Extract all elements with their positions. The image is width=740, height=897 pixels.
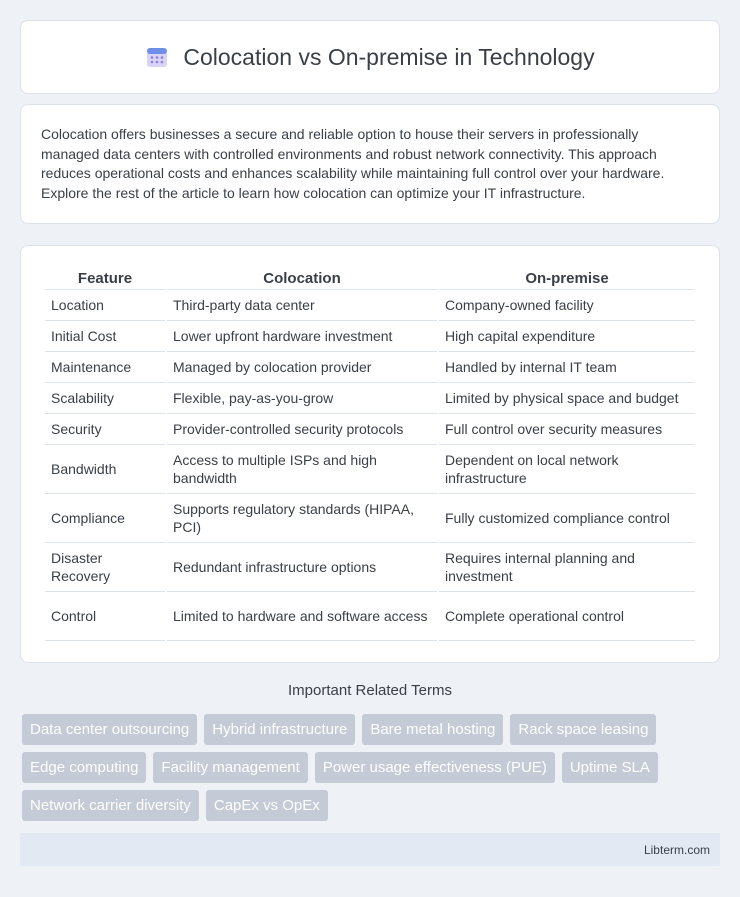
related-term-tag[interactable]: Facility management: [153, 752, 307, 783]
related-terms-title: Important Related Terms: [288, 682, 452, 699]
feature-cell: Initial Cost: [45, 321, 165, 352]
footer-site-link[interactable]: Libterm.com: [643, 842, 710, 857]
on-premise-cell: Fully customized compliance control: [439, 494, 695, 543]
on-premise-cell: Complete operational control: [439, 592, 695, 641]
related-term-tag[interactable]: Uptime SLA: [562, 752, 658, 783]
table-row: [45, 290, 695, 321]
colocation-cell: Lower upfront hardware investment: [167, 321, 437, 352]
related-term-tag[interactable]: Bare metal hosting: [362, 714, 503, 745]
on-premise-cell: Limited by physical space and budget: [439, 383, 695, 414]
feature-cell: Location: [45, 290, 165, 321]
related-term-tag[interactable]: CapEx vs OpEx: [206, 790, 328, 821]
header-card: [20, 20, 720, 94]
colocation-cell: Supports regulatory standards (HIPAA, PCI): [167, 494, 437, 543]
related-term-tag[interactable]: Hybrid infrastructure: [204, 714, 355, 745]
related-term-tag[interactable]: Data center outsourcing: [22, 714, 197, 745]
on-premise-cell: Handled by internal IT team: [439, 352, 695, 383]
on-premise-cell: Dependent on local network infrastructure: [439, 445, 695, 494]
table-row: [45, 414, 695, 445]
related-term-tag[interactable]: Rack space leasing: [510, 714, 656, 745]
calendar-icon: [145, 45, 169, 69]
on-premise-cell: Company-owned facility: [439, 290, 695, 321]
related-terms-list: [22, 714, 722, 821]
table-row: [45, 321, 695, 352]
intro-text: Colocation offers businesses a secure and reliable option to house their servers in professionally managed data centers with controlled environments and robust network connectivity. This approach reduces operational costs and enhances scalability while maintaining full control over your hardware. Explore the rest of the article to learn how colocation can optimize your IT infrastructure.: [41, 126, 665, 201]
feature-cell: Disaster Recovery: [45, 543, 165, 592]
table-row: [45, 592, 695, 641]
colocation-cell: Managed by colocation provider: [167, 352, 437, 383]
colocation-cell: Limited to hardware and software access: [167, 592, 437, 641]
on-premise-cell: Requires internal planning and investment: [439, 543, 695, 592]
table-row: [45, 445, 695, 494]
on-premise-cell: High capital expenditure: [439, 321, 695, 352]
table-row: [45, 383, 695, 414]
colocation-cell: Flexible, pay-as-you-grow: [167, 383, 437, 414]
related-term-tag[interactable]: Edge computing: [22, 752, 146, 783]
intro-card: [20, 104, 720, 224]
colocation-cell: Redundant infrastructure options: [167, 543, 437, 592]
related-term-tag[interactable]: Network carrier diversity: [22, 790, 199, 821]
related-term-tag[interactable]: Power usage effectiveness (PUE): [315, 752, 555, 783]
table-row: [45, 352, 695, 383]
header-colocation: Colocation: [167, 266, 437, 290]
colocation-cell: Provider-controlled security protocols: [167, 414, 437, 445]
header-on-premise: On-premise: [439, 266, 695, 290]
feature-cell: Scalability: [45, 383, 165, 414]
feature-cell: Security: [45, 414, 165, 445]
comparison-table: [43, 266, 697, 641]
feature-cell: Bandwidth: [45, 445, 165, 494]
footer: [20, 833, 720, 866]
colocation-cell: Access to multiple ISPs and high bandwidth: [167, 445, 437, 494]
table-row: [45, 543, 695, 592]
feature-cell: Control: [45, 592, 165, 641]
header-feature: Feature: [45, 266, 165, 290]
colocation-cell: Third-party data center: [167, 290, 437, 321]
feature-cell: Maintenance: [45, 352, 165, 383]
page-title: Colocation vs On-premise in Technology: [183, 43, 595, 70]
on-premise-cell: Full control over security measures: [439, 414, 695, 445]
table-row: [45, 494, 695, 543]
feature-cell: Compliance: [45, 494, 165, 543]
comparison-card: [20, 245, 720, 663]
